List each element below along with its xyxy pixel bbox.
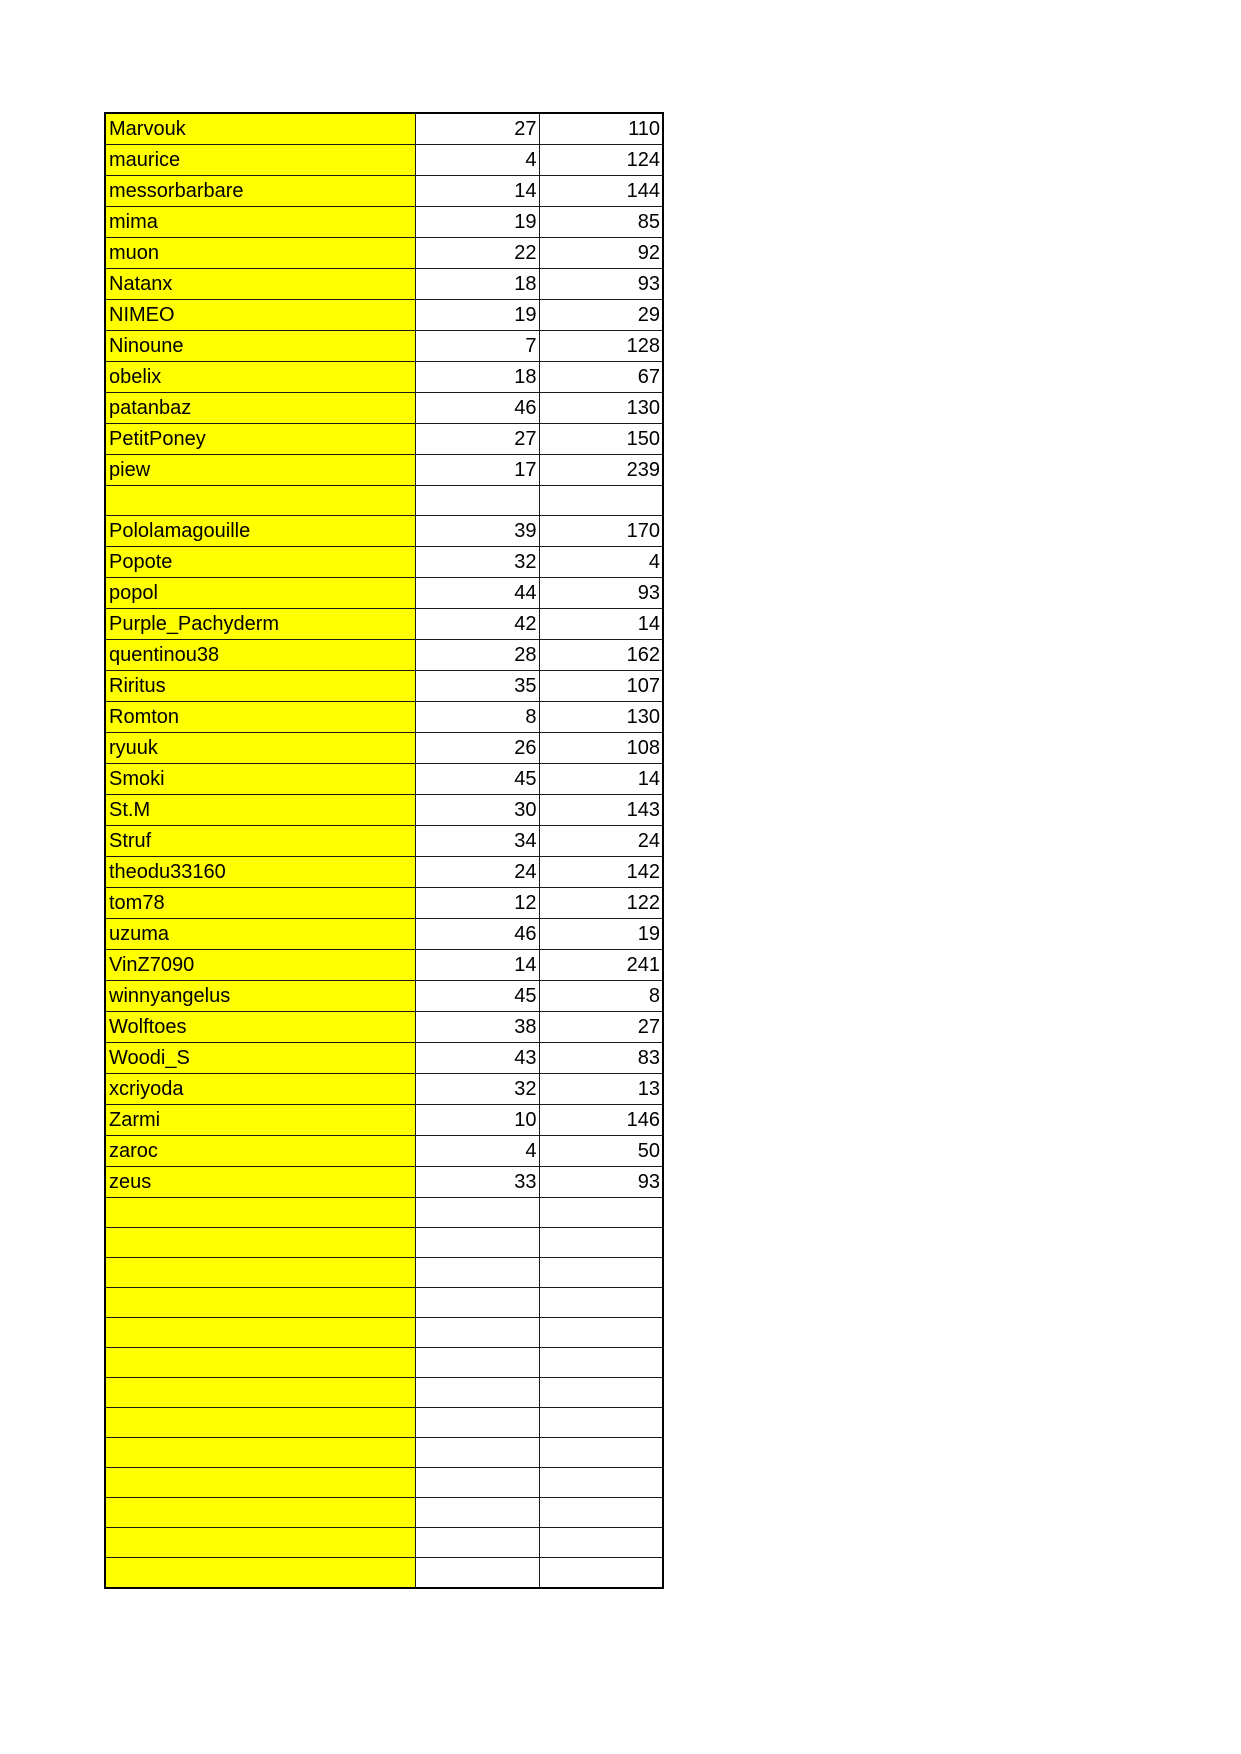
table-row <box>105 919 663 950</box>
value-cell-col3[interactable]: 92 <box>539 238 663 269</box>
spreadsheet-body <box>105 113 663 1588</box>
value-cell-col3[interactable]: 150 <box>539 424 663 455</box>
value-cell-col3[interactable]: 67 <box>539 362 663 393</box>
table-row <box>105 981 663 1012</box>
name-cell[interactable]: NIMEO <box>105 300 415 331</box>
name-cell[interactable]: Wolftoes <box>105 1012 415 1043</box>
value-cell-col2[interactable]: 22 <box>415 238 539 269</box>
value-cell-col2[interactable] <box>415 1198 539 1228</box>
table-row <box>105 733 663 764</box>
value-cell-col2[interactable]: 43 <box>415 1043 539 1074</box>
value-cell-col2[interactable] <box>415 1318 539 1348</box>
value-cell-col2[interactable]: 35 <box>415 671 539 702</box>
value-cell-col2[interactable]: 42 <box>415 609 539 640</box>
value-cell-col3[interactable] <box>539 1198 663 1228</box>
value-cell-col2[interactable]: 14 <box>415 176 539 207</box>
value-cell-col2[interactable]: 4 <box>415 145 539 176</box>
name-cell[interactable]: Purple_Pachyderm <box>105 609 415 640</box>
name-cell[interactable]: obelix <box>105 362 415 393</box>
table-row <box>105 455 663 486</box>
table-row <box>105 1468 663 1498</box>
name-cell[interactable]: muon <box>105 238 415 269</box>
value-cell-col2[interactable]: 18 <box>415 269 539 300</box>
value-cell-col3[interactable]: 8 <box>539 981 663 1012</box>
value-cell-col3[interactable] <box>539 1438 663 1468</box>
value-cell-col2[interactable]: 8 <box>415 702 539 733</box>
value-cell-col2[interactable]: 32 <box>415 547 539 578</box>
value-cell-col2[interactable]: 38 <box>415 1012 539 1043</box>
value-cell-col2[interactable] <box>415 1558 539 1588</box>
value-cell-col2[interactable]: 14 <box>415 950 539 981</box>
value-cell-col3[interactable]: 85 <box>539 207 663 238</box>
table-row <box>105 1558 663 1588</box>
value-cell-col3[interactable]: 170 <box>539 516 663 547</box>
table-row <box>105 1074 663 1105</box>
table-row <box>105 1258 663 1288</box>
value-cell-col3[interactable]: 83 <box>539 1043 663 1074</box>
value-cell-col3[interactable] <box>539 1408 663 1438</box>
name-cell[interactable] <box>105 1558 415 1588</box>
name-cell[interactable]: mima <box>105 207 415 238</box>
name-cell[interactable]: quentinou38 <box>105 640 415 671</box>
value-cell-col2[interactable] <box>415 1258 539 1288</box>
value-cell-col3[interactable]: 110 <box>539 113 663 145</box>
value-cell-col3[interactable]: 239 <box>539 455 663 486</box>
table-row <box>105 300 663 331</box>
value-cell-col3[interactable]: 130 <box>539 393 663 424</box>
table-row <box>105 331 663 362</box>
value-cell-col2[interactable] <box>415 486 539 516</box>
name-cell[interactable] <box>105 1378 415 1408</box>
value-cell-col2[interactable] <box>415 1288 539 1318</box>
value-cell-col3[interactable]: 146 <box>539 1105 663 1136</box>
name-cell[interactable] <box>105 1288 415 1318</box>
table-row <box>105 1498 663 1528</box>
name-cell[interactable]: Struf <box>105 826 415 857</box>
table-row <box>105 671 663 702</box>
value-cell-col3[interactable] <box>539 1228 663 1258</box>
table-row <box>105 516 663 547</box>
table-row <box>105 393 663 424</box>
table-row <box>105 1528 663 1558</box>
table-row <box>105 238 663 269</box>
value-cell-col2[interactable]: 32 <box>415 1074 539 1105</box>
table-row <box>105 1378 663 1408</box>
table-row <box>105 950 663 981</box>
value-cell-col2[interactable] <box>415 1528 539 1558</box>
value-cell-col2[interactable]: 45 <box>415 981 539 1012</box>
name-cell[interactable] <box>105 1348 415 1378</box>
name-cell[interactable]: maurice <box>105 145 415 176</box>
value-cell-col2[interactable] <box>415 1228 539 1258</box>
value-cell-col3[interactable]: 13 <box>539 1074 663 1105</box>
value-cell-col3[interactable]: 27 <box>539 1012 663 1043</box>
name-cell[interactable]: Zarmi <box>105 1105 415 1136</box>
table-row <box>105 857 663 888</box>
table-row <box>105 1318 663 1348</box>
value-cell-col2[interactable]: 12 <box>415 888 539 919</box>
value-cell-col2[interactable] <box>415 1408 539 1438</box>
name-cell[interactable] <box>105 1258 415 1288</box>
value-cell-col3[interactable] <box>539 1348 663 1378</box>
value-cell-col3[interactable]: 93 <box>539 578 663 609</box>
value-cell-col3[interactable]: 14 <box>539 609 663 640</box>
value-cell-col3[interactable] <box>539 486 663 516</box>
value-cell-col3[interactable]: 128 <box>539 331 663 362</box>
table-row <box>105 547 663 578</box>
name-cell[interactable]: Riritus <box>105 671 415 702</box>
table-row <box>105 1105 663 1136</box>
table-row <box>105 486 663 516</box>
name-cell[interactable]: theodu33160 <box>105 857 415 888</box>
name-cell[interactable]: ryuuk <box>105 733 415 764</box>
value-cell-col3[interactable]: 29 <box>539 300 663 331</box>
value-cell-col3[interactable] <box>539 1558 663 1588</box>
value-cell-col2[interactable]: 46 <box>415 393 539 424</box>
value-cell-col2[interactable] <box>415 1378 539 1408</box>
name-cell[interactable]: VinZ7090 <box>105 950 415 981</box>
name-cell[interactable]: PetitPoney <box>105 424 415 455</box>
name-cell[interactable] <box>105 486 415 516</box>
value-cell-col2[interactable]: 45 <box>415 764 539 795</box>
value-cell-col2[interactable]: 7 <box>415 331 539 362</box>
table-row <box>105 362 663 393</box>
name-cell[interactable] <box>105 1498 415 1528</box>
value-cell-col2[interactable] <box>415 1468 539 1498</box>
value-cell-col2[interactable]: 34 <box>415 826 539 857</box>
value-cell-col2[interactable]: 39 <box>415 516 539 547</box>
name-cell[interactable]: zeus <box>105 1167 415 1198</box>
name-cell[interactable]: winnyangelus <box>105 981 415 1012</box>
table-row <box>105 1198 663 1228</box>
name-cell[interactable]: piew <box>105 455 415 486</box>
name-cell[interactable]: messorbarbare <box>105 176 415 207</box>
value-cell-col2[interactable]: 19 <box>415 300 539 331</box>
value-cell-col3[interactable] <box>539 1318 663 1348</box>
value-cell-col3[interactable] <box>539 1498 663 1528</box>
table-row <box>105 1288 663 1318</box>
table-row <box>105 145 663 176</box>
value-cell-col2[interactable]: 30 <box>415 795 539 826</box>
name-cell[interactable]: Marvouk <box>105 113 415 145</box>
value-cell-col2[interactable] <box>415 1438 539 1468</box>
name-cell[interactable]: Ninoune <box>105 331 415 362</box>
value-cell-col3[interactable]: 162 <box>539 640 663 671</box>
value-cell-col3[interactable]: 241 <box>539 950 663 981</box>
table-row <box>105 424 663 455</box>
name-cell[interactable]: Woodi_S <box>105 1043 415 1074</box>
table-row <box>105 1167 663 1198</box>
table-row <box>105 1228 663 1258</box>
value-cell-col2[interactable]: 27 <box>415 113 539 145</box>
name-cell[interactable]: uzuma <box>105 919 415 950</box>
name-cell[interactable]: zaroc <box>105 1136 415 1167</box>
value-cell-col2[interactable]: 27 <box>415 424 539 455</box>
value-cell-col2[interactable] <box>415 1348 539 1378</box>
table-row <box>105 113 663 145</box>
table-row <box>105 1408 663 1438</box>
name-cell[interactable] <box>105 1198 415 1228</box>
table-row <box>105 1012 663 1043</box>
name-cell[interactable] <box>105 1438 415 1468</box>
value-cell-col2[interactable]: 24 <box>415 857 539 888</box>
value-cell-col2[interactable]: 26 <box>415 733 539 764</box>
name-cell[interactable] <box>105 1408 415 1438</box>
value-cell-col2[interactable]: 33 <box>415 1167 539 1198</box>
value-cell-col3[interactable]: 14 <box>539 764 663 795</box>
table-row <box>105 1348 663 1378</box>
value-cell-col2[interactable]: 19 <box>415 207 539 238</box>
value-cell-col3[interactable]: 50 <box>539 1136 663 1167</box>
value-cell-col2[interactable]: 10 <box>415 1105 539 1136</box>
table-row <box>105 640 663 671</box>
value-cell-col2[interactable]: 4 <box>415 1136 539 1167</box>
name-cell[interactable]: tom78 <box>105 888 415 919</box>
value-cell-col3[interactable] <box>539 1378 663 1408</box>
name-cell[interactable] <box>105 1228 415 1258</box>
table-row <box>105 826 663 857</box>
value-cell-col3[interactable]: 93 <box>539 269 663 300</box>
value-cell-col3[interactable]: 142 <box>539 857 663 888</box>
value-cell-col2[interactable]: 17 <box>415 455 539 486</box>
value-cell-col3[interactable]: 107 <box>539 671 663 702</box>
value-cell-col3[interactable]: 124 <box>539 145 663 176</box>
table-row <box>105 888 663 919</box>
name-cell[interactable] <box>105 1468 415 1498</box>
value-cell-col3[interactable] <box>539 1528 663 1558</box>
name-cell[interactable]: Pololamagouille <box>105 516 415 547</box>
name-cell[interactable]: Popote <box>105 547 415 578</box>
value-cell-col2[interactable]: 28 <box>415 640 539 671</box>
value-cell-col3[interactable] <box>539 1468 663 1498</box>
table-row <box>105 578 663 609</box>
name-cell[interactable]: St.M <box>105 795 415 826</box>
name-cell[interactable]: popol <box>105 578 415 609</box>
spreadsheet-table <box>104 112 664 1589</box>
value-cell-col3[interactable] <box>539 1288 663 1318</box>
value-cell-col3[interactable]: 93 <box>539 1167 663 1198</box>
name-cell[interactable]: patanbaz <box>105 393 415 424</box>
value-cell-col3[interactable] <box>539 1258 663 1288</box>
table-row <box>105 609 663 640</box>
value-cell-col3[interactable]: 108 <box>539 733 663 764</box>
value-cell-col3[interactable]: 144 <box>539 176 663 207</box>
value-cell-col3[interactable]: 19 <box>539 919 663 950</box>
name-cell[interactable]: xcriyoda <box>105 1074 415 1105</box>
table-row <box>105 1043 663 1074</box>
value-cell-col3[interactable]: 130 <box>539 702 663 733</box>
value-cell-col2[interactable]: 44 <box>415 578 539 609</box>
table-row <box>105 764 663 795</box>
name-cell[interactable]: Romton <box>105 702 415 733</box>
name-cell[interactable]: Smoki <box>105 764 415 795</box>
table-row <box>105 702 663 733</box>
value-cell-col2[interactable]: 18 <box>415 362 539 393</box>
name-cell[interactable]: Natanx <box>105 269 415 300</box>
table-row <box>105 207 663 238</box>
name-cell[interactable] <box>105 1528 415 1558</box>
value-cell-col3[interactable]: 122 <box>539 888 663 919</box>
value-cell-col2[interactable]: 46 <box>415 919 539 950</box>
value-cell-col3[interactable]: 143 <box>539 795 663 826</box>
table-row <box>105 795 663 826</box>
name-cell[interactable] <box>105 1318 415 1348</box>
value-cell-col3[interactable]: 24 <box>539 826 663 857</box>
value-cell-col3[interactable]: 4 <box>539 547 663 578</box>
value-cell-col2[interactable] <box>415 1498 539 1528</box>
table-row <box>105 269 663 300</box>
table-row <box>105 176 663 207</box>
table-row <box>105 1438 663 1468</box>
table-row <box>105 1136 663 1167</box>
